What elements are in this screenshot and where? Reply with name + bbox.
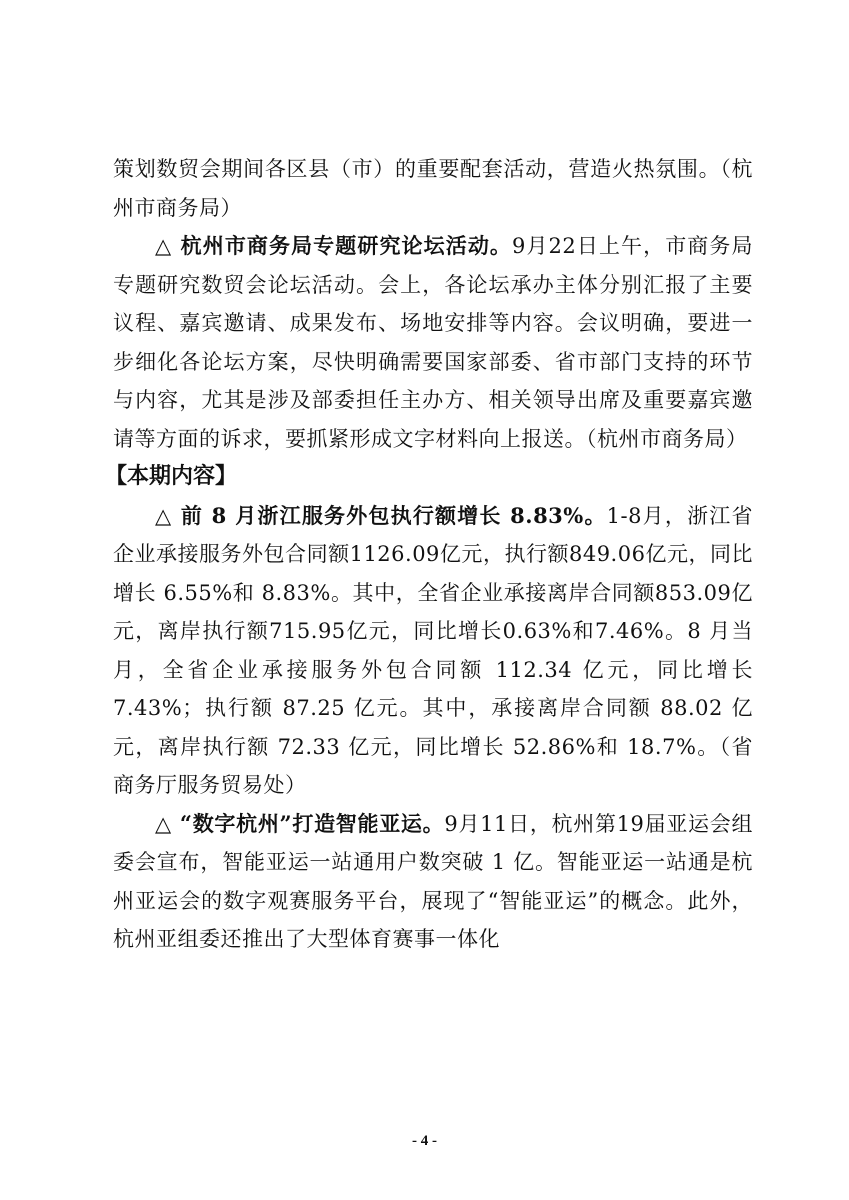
paragraph-forum-activity — [113, 227, 753, 458]
paragraph-heading: △ “数字杭州”打造智能亚运。 — [155, 810, 445, 836]
paragraph-heading: △ 前 8 月浙江服务外包执行额增长 8.83%。 — [155, 502, 607, 528]
paragraph-continuation — [113, 150, 753, 227]
paragraph-body: 9月22日上午，市商务局专题研究数贸会论坛活动。会上，各论坛承办主体分别汇报了主要议程、嘉宾邀请、成果发布、场地安排等内容。会议明确，要进一步细化各论坛方案，尽快明确需要国家部委、省市部门支持的环节与内容，尤其是涉及部委担任主办方、相关领导出席及重要嘉宾邀请等方面的诉求，要抓紧形成文字材料向上报送。（杭州市商务局） — [113, 234, 753, 451]
document-page — [105, 150, 753, 959]
page-number: - 4 - — [412, 1133, 437, 1149]
paragraph-service-outsourcing — [113, 497, 753, 805]
paragraph-body: 策划数贸会期间各区县（市）的重要配套活动，营造火热氛围。（杭州市商务局） — [113, 157, 753, 220]
paragraph-body: 9月11日，杭州第19届亚运会组委会宣布，智能亚运一站通用户数突破 1 亿。智能亚运一站通是杭州亚运会的数字观赛服务平台，展现了“智能亚运”的概念。此外，杭州亚组委还推出了大型体育赛事一体化 — [113, 811, 753, 951]
section-title: 【本期内容】 — [105, 464, 238, 489]
paragraph-body: 1-8月，浙江省企业承接服务外包合同额1126.09亿元，执行额849.06亿元，同比增长 6.55%和 8.83%。其中，全省企业承接离岸合同额853.09亿元，离岸执行额715.95亿元，同比增长0.63%和7.46%。8 月当月，全省企业承接服务外包合同额 112.34 亿元，同比增长 7.43%；执行额 87.25 亿元。其中，承接离岸合同额 88.02 亿元，离岸执行额 72.33 亿元，同比增长 52.86%和 18.7%。（省商务厅服务贸易处） — [113, 503, 753, 797]
paragraph-heading: △ 杭州市商务局专题研究论坛活动。 — [155, 233, 512, 258]
paragraph-digital-hangzhou — [113, 805, 753, 959]
